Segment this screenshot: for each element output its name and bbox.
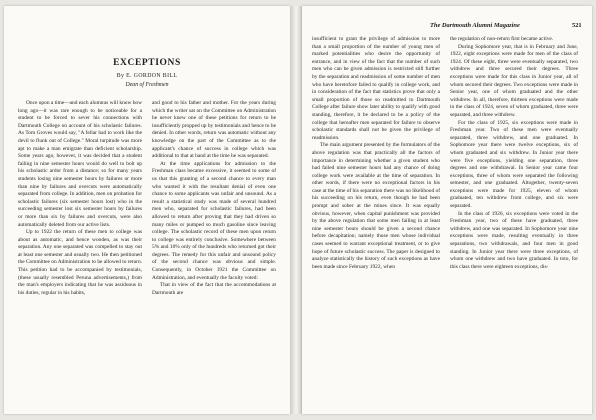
book-gutter [290, 6, 302, 414]
left-page-column-2 [152, 100, 276, 402]
right-page [302, 6, 592, 414]
paragraph: For the class of 1925, six exceptions were made in Freshman year. Two of these men were eventually separated, three withdrew, and one graduated. In Sophomore year there were twelve exceptions, six of whom graduated and six withdrew. In Junior year there were five exceptions, yielding one separation, three degrees and one withdrawal. In Senior year came four exceptions, three of whom were separated the following semester, and one graduated. Altogether, twenty-seven exceptions were made for 1925, eleven of whom graduated, ten withdrew from college, and six were separated. [450, 119, 578, 210]
article-byline: By E. GORDON BILL [116, 73, 178, 79]
paragraph: During Sophomore year, that is in February and June, 1922, eight exceptions were made for men of the class of 1924. Of these eight, three were eventually separated, two withdrew and three secured their degrees. Three exceptions were made for this class in Junior year, all of whom secured their degrees. Two exceptions were made in Senior year, one of whom graduated and the other withdrew. In all, therefore, thirteen exceptions were made in the class of 1924, seven of whom graduated, three were separated, and three withdrew. [450, 43, 578, 118]
left-page [4, 6, 290, 414]
author-role: Dean of Freshmen [125, 82, 169, 88]
paragraph: and good to his father and mother. For the years during which the writer sat on the Committee on Administration he never knew one of these petitions for return to be insufficiently propped up by testimonials and hence to be denied. In other words, return was automatic without any knowledge on the part of the Committee as to the applicant's chance of success in college which was additional to that at hand at the time he was separated. [152, 100, 276, 160]
paragraph: That in view of the fact that the accommodations at Dartmouth are [152, 282, 276, 296]
running-head: The Dartmouth Alumni Magazine [430, 22, 520, 29]
page-number: 521 [572, 22, 582, 29]
right-page-column-1 [312, 36, 440, 406]
paragraph: At the time applications for admission to the Freshman class became excessive, it seemed to some of us that this granting of a second chance to every man who wanted it with the resultant denial of even one chance to some applicants was unfair and unsound. As a result a statistical study was made of several hundred men who, separated for scholastic failures, had been allowed to return after proving that they had driven so many miles or pumped so much gasoline since leaving college. The scholastic record of these men upon return to college was entirely conclusive. Somewhere between 5% and 10% only of the hundreds who returned got their degrees. The remedy for this unfair and unsound policy of the second chance was obvious and simple. Consequently, in October 1921 the Committee on Administration, and eventually the faculty voted: [152, 160, 276, 281]
article-title: EXCEPTIONS [113, 58, 181, 68]
paragraph: Up to 1922 the return of these men to college was about as automatic, and hence wooden, as was their separation. Any one separated was compelled to stay out at least one semester and usually two. He then petitioned the Committee on Administration to be allowed to return. This petition had to be accompanied by testimonials, (these usually resembled Peruna advertisements,) from the man's employers indicating that he was assiduous in his duties, regular in his habits, [18, 229, 142, 296]
paragraph: The main argument presented by the formulators of the above regulation was that practically all the factors of importance in determining whether a given student who had failed nine semester hours had any chance of doing college work were available at the time of separation. In other words, if there were no exceptional factors in his case at the time of his separation there was no likelihood of his succeeding on his return, even though he had been prompt and sober at the mines since. It was equally obvious, however, when capital punishment was provided by the above regulation that some men failing in at least nine semester hours should be given a second chance before decapitation; namely those men whose individual cases seemed to warrant exceptional treatment, or to give hope of future scholastic success. The paper is designed to analyze statistically the history of such exceptions as have been made since February 1922, when [312, 142, 440, 270]
paragraph: Once upon a time—and each alumnus will know how long ago—it was rare enough to be noticeable for a student to be forced to sever his connections with Dartmouth College on account of his scholastic failures. As Tom Groves would say, "A fellar had to work like the devil to flunk out of College." Moral turpitude was more apt to make a man emigrate than deficient scholarship. Some years ago, however, it was decided that a student failing in nine semester hours would do well to bolt up his scholastic ardor from a distance; so for many years students losing nine semester hours by failures or more than nine by failures and overcuts were automatically separated from college. In addition, men on probation for scholastic failures (six semester hours lost) who in the succeeding semester lost six semester hours by failures or more than six by failures and overcuts, were also automatically deleted from our active lists. [18, 100, 142, 228]
left-page-column-1 [18, 100, 142, 402]
paragraph: insufficient to grant the privilege of admission to more than a small proportion of the number of young men of marked potentialities who desire the opportunity of entrance, and in view of the fact that the number of such men who can be given admission is restricted still further by the separation and readmission of some number of men who have heretofore failed to qualify in college work, and in consideration of the fact that statistics prove that only a small proportion of those so readmitted to Dartmouth College after failure show later ability to qualify with good standing, therefore, it be declared to be a policy of the college that hereafter men separated for failure to observe scholastic standards shall not be given the privilege of readmission. [312, 36, 440, 141]
right-page-column-2 [450, 36, 578, 406]
paragraph: In the class of 1926, six exceptions were voted in the Freshman year, two of these have graduated, three withdrew, and one was separated. In Sophomore year nine exceptions were made, resulting eventually in three separations, two withdrawals, and four men in good standing. In Junior year there were three exceptions, of whom one withdrew and two have graduated. In toto, for this class there were eighteen exceptions, dis- [450, 210, 578, 270]
paragraph: the regulation of non-return first became active. [450, 36, 554, 42]
